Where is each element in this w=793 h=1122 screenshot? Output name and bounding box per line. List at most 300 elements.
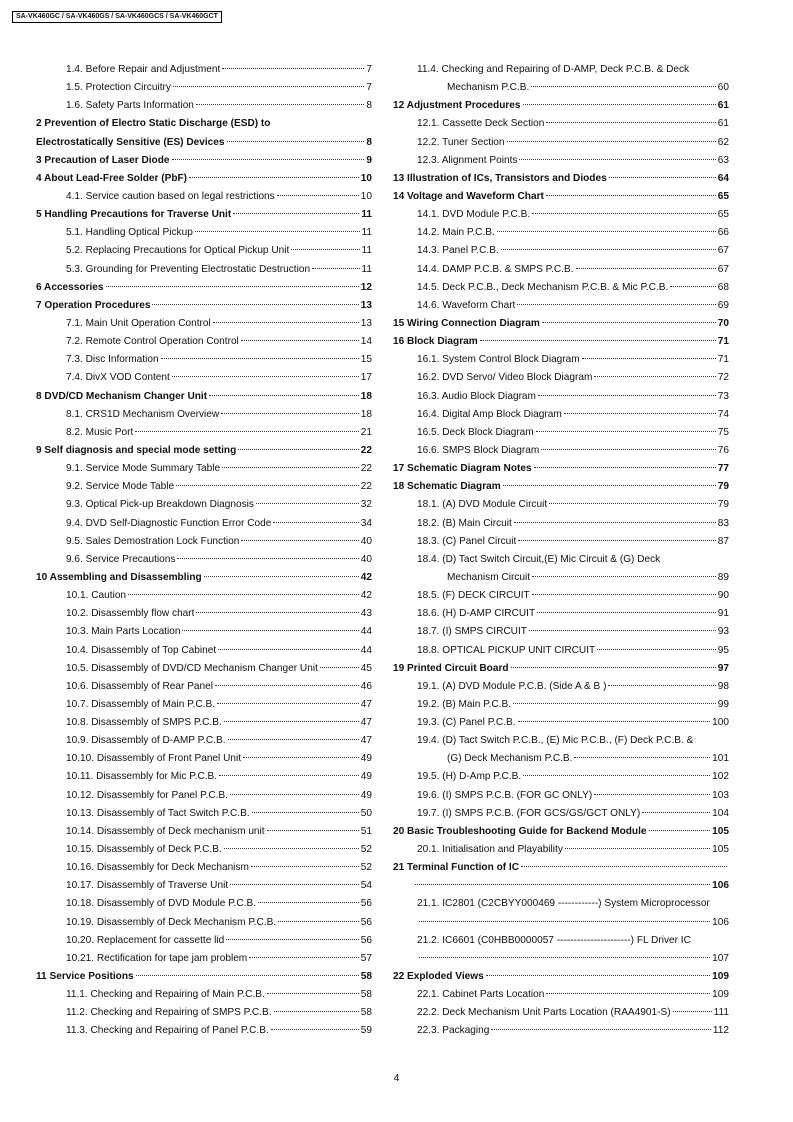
- toc-entry-page: 91: [717, 608, 729, 620]
- toc-entry-title: 16.3. Audio Block Diagram: [417, 390, 536, 402]
- toc-entry-title: 10.15. Disassembly of Deck P.C.B.: [66, 844, 222, 856]
- dot-leader: [517, 304, 715, 305]
- toc-entry[interactable]: [36, 950, 372, 968]
- dot-leader: [564, 413, 716, 414]
- toc-entry-page: 102: [712, 771, 729, 783]
- dot-leader: [419, 957, 710, 958]
- toc-entry[interactable]: [393, 297, 729, 315]
- dot-leader: [642, 812, 710, 813]
- dot-leader: [419, 921, 710, 922]
- dot-leader: [537, 612, 716, 613]
- toc-entry[interactable]: [36, 351, 372, 369]
- toc-entry-page: 10: [360, 190, 372, 202]
- toc-entry[interactable]: [393, 424, 729, 442]
- dot-leader: [538, 395, 716, 396]
- toc-entry-title: 14.6. Waveform Chart: [417, 299, 516, 311]
- toc-entry[interactable]: [36, 696, 372, 714]
- toc-entry-page: 109: [712, 971, 729, 983]
- toc-entry-title: 5.3. Grounding for Preventing Electrostatic Destruction: [66, 263, 311, 275]
- toc-entry-page: 89: [717, 571, 729, 583]
- toc-entry[interactable]: [36, 134, 372, 152]
- dot-leader: [221, 413, 359, 414]
- toc-entry-page: 95: [717, 644, 729, 656]
- toc-entry-title: 18 Schematic Diagram: [393, 481, 501, 493]
- toc-entry-title: 15 Wiring Connection Diagram: [393, 317, 540, 329]
- dot-leader: [546, 993, 710, 994]
- toc-entry[interactable]: [36, 986, 372, 1004]
- toc-entry[interactable]: [393, 261, 729, 279]
- dot-leader: [507, 141, 716, 142]
- dot-leader: [565, 848, 710, 849]
- dot-leader: [251, 866, 359, 867]
- toc-entry[interactable]: [36, 623, 372, 641]
- toc-entry[interactable]: [393, 115, 729, 133]
- toc-entry[interactable]: [393, 950, 729, 968]
- toc-entry-title: 19.6. (I) SMPS P.C.B. (FOR GC ONLY): [417, 789, 593, 801]
- toc-entry[interactable]: [36, 678, 372, 696]
- toc-entry-page: 65: [717, 209, 729, 221]
- toc-entry-title: 22.3. Packaging: [417, 1025, 490, 1037]
- toc-entry-title: 1.5. Protection Circuitry: [66, 82, 171, 94]
- toc-entry-title: 22.1. Cabinet Parts Location: [417, 989, 545, 1001]
- toc-entry-page: 87: [717, 535, 729, 547]
- dot-leader: [224, 848, 359, 849]
- toc-entry-title: 5 Handling Precautions for Traverse Unit: [36, 209, 232, 221]
- toc-entry-title: 12 Adjustment Procedures: [393, 100, 521, 112]
- toc-entry[interactable]: [36, 805, 372, 823]
- toc-entry[interactable]: [36, 442, 372, 460]
- toc-entry[interactable]: [36, 97, 372, 115]
- toc-entry[interactable]: [393, 315, 729, 333]
- dot-leader: [497, 231, 716, 232]
- toc-entry[interactable]: [393, 714, 729, 732]
- toc-entry-title: 7.4. DivX VOD Content: [66, 372, 170, 384]
- toc-entry[interactable]: [393, 460, 729, 478]
- toc-entry-title: 9.4. DVD Self-Diagnostic Function Error Code: [66, 517, 272, 529]
- dot-leader: [243, 757, 359, 758]
- toc-entry-page: 112: [712, 1025, 729, 1037]
- toc-entry[interactable]: [36, 515, 372, 533]
- toc-entry-page: 44: [360, 626, 372, 638]
- toc-entry[interactable]: [393, 369, 729, 387]
- toc-entry-page: 7: [366, 82, 372, 94]
- toc-entry[interactable]: [393, 678, 729, 696]
- toc-entry[interactable]: [393, 388, 729, 406]
- toc-right-column: [393, 61, 729, 1041]
- toc-entry[interactable]: [393, 533, 729, 551]
- dot-leader: [219, 775, 359, 776]
- toc-entry-title: 17 Schematic Diagram Notes: [393, 463, 532, 475]
- toc-entry[interactable]: [36, 369, 372, 387]
- toc-entry-page: 42: [360, 571, 372, 583]
- toc-entry-page: 105: [712, 844, 729, 856]
- toc-entry[interactable]: [393, 623, 729, 641]
- toc-entry-title: 9.2. Service Mode Table: [66, 481, 175, 493]
- toc-entry[interactable]: [36, 424, 372, 442]
- toc-entry-title: 18.3. (C) Panel Circuit: [417, 535, 517, 547]
- toc-entry-title: 10.3. Main Parts Location: [66, 626, 181, 638]
- dot-leader: [222, 68, 364, 69]
- toc-entry-title: 21 Terminal Function of IC: [393, 862, 519, 874]
- toc-entry-title: 9.1. Service Mode Summary Table: [66, 463, 221, 475]
- toc-entry-page: 56: [360, 898, 372, 910]
- toc-entry-page: 11: [361, 209, 372, 221]
- toc-entry[interactable]: [36, 1004, 372, 1022]
- toc-entry-title: 10 Assembling and Disassembling: [36, 571, 202, 583]
- toc-entry-page: 61: [717, 118, 729, 130]
- toc-entry-page: 61: [717, 100, 729, 112]
- toc-entry-title: 18.8. OPTICAL PICKUP UNIT CIRCUIT: [417, 644, 596, 656]
- toc-entry-title: 16.2. DVD Servo/ Video Block Diagram: [417, 372, 593, 384]
- dot-leader: [291, 249, 359, 250]
- toc-entry-title: 12.3. Alignment Points: [417, 154, 518, 166]
- toc-entry[interactable]: [36, 152, 372, 170]
- toc-entry-page: 47: [360, 735, 372, 747]
- toc-entry[interactable]: [36, 895, 372, 913]
- toc-entry[interactable]: [393, 914, 729, 932]
- dot-leader: [204, 576, 359, 577]
- toc-entry[interactable]: [36, 768, 372, 786]
- toc-entry-page: 66: [717, 227, 729, 239]
- dot-leader: [215, 685, 359, 686]
- toc-entry[interactable]: [36, 496, 372, 514]
- toc-entry[interactable]: [36, 877, 372, 895]
- toc-entry-page: 50: [360, 807, 372, 819]
- toc-entry[interactable]: [393, 605, 729, 623]
- toc-entry[interactable]: [393, 551, 729, 569]
- toc-entry[interactable]: [393, 968, 729, 986]
- toc-entry-page: 7: [366, 64, 372, 75]
- toc-entry[interactable]: [393, 768, 729, 786]
- toc-entry[interactable]: [36, 79, 372, 97]
- toc-entry-title: Mechanism P.C.B.: [447, 82, 530, 94]
- toc-entry[interactable]: [393, 61, 729, 79]
- toc-entry[interactable]: [36, 188, 372, 206]
- toc-entry[interactable]: [393, 188, 729, 206]
- dot-leader: [649, 830, 711, 831]
- dot-leader: [523, 775, 710, 776]
- dot-leader: [670, 286, 715, 287]
- toc-entry-page: 18: [360, 408, 372, 420]
- toc-entry[interactable]: [393, 587, 729, 605]
- dot-leader: [249, 957, 359, 958]
- toc-entry[interactable]: [36, 333, 372, 351]
- toc-entry[interactable]: [36, 61, 372, 79]
- toc-entry-title: 20.1. Initialisation and Playability: [417, 844, 563, 856]
- toc-entry-title: 13 Illustration of ICs, Transistors and Diodes: [393, 172, 607, 184]
- toc-entry[interactable]: [36, 932, 372, 950]
- dot-leader: [172, 159, 365, 160]
- toc-entry-page: 34: [360, 517, 372, 529]
- toc-entry[interactable]: [36, 605, 372, 623]
- toc-entry[interactable]: [393, 134, 729, 152]
- dot-leader: [241, 340, 359, 341]
- dot-leader: [312, 268, 359, 269]
- toc-entry[interactable]: [393, 895, 729, 913]
- toc-entry-title: 10.9. Disassembly of D-AMP P.C.B.: [66, 735, 226, 747]
- toc-entry[interactable]: [393, 97, 729, 115]
- toc-entry-title: 10.13. Disassembly of Tact Switch P.C.B.: [66, 807, 250, 819]
- toc-entry-title: 16 Block Diagram: [393, 336, 478, 348]
- toc-entry[interactable]: [393, 787, 729, 805]
- toc-entry-title: 21.1. IC2801 (C2CBYY000469 ------------) System Microprocessor: [417, 898, 710, 910]
- toc-entry[interactable]: [36, 823, 372, 841]
- toc-entry-page: 43: [360, 608, 372, 620]
- toc-entry-page: 49: [360, 753, 372, 765]
- dot-leader: [227, 141, 365, 142]
- toc-entry[interactable]: [36, 115, 372, 133]
- toc-entry-title: 14.2. Main P.C.B.: [417, 227, 495, 239]
- toc-entry-page: 57: [360, 952, 372, 964]
- toc-entry[interactable]: [393, 732, 729, 750]
- toc-entry-page: 40: [360, 535, 372, 547]
- toc-entry[interactable]: [393, 515, 729, 533]
- dot-leader: [597, 649, 716, 650]
- toc-entry[interactable]: [36, 478, 372, 496]
- dot-leader: [491, 1029, 711, 1030]
- toc-entry[interactable]: [393, 206, 729, 224]
- toc-entry[interactable]: [393, 406, 729, 424]
- toc-entry[interactable]: [36, 224, 372, 242]
- toc-entry[interactable]: [393, 696, 729, 714]
- dot-leader: [224, 721, 359, 722]
- dot-leader: [230, 794, 359, 795]
- toc-entry-title: 10.12. Disassembly for Panel P.C.B.: [66, 789, 228, 801]
- toc-entry-title: 10.6. Disassembly of Rear Panel: [66, 680, 213, 692]
- toc-entry[interactable]: [36, 1022, 372, 1040]
- toc-entry[interactable]: [36, 406, 372, 424]
- dot-leader: [273, 522, 358, 523]
- toc-entry-page: 22: [360, 463, 372, 475]
- toc-entry-page: 79: [717, 499, 729, 511]
- dot-leader: [238, 449, 359, 450]
- toc-entry[interactable]: [36, 642, 372, 660]
- dot-leader: [256, 503, 359, 504]
- toc-entry[interactable]: [36, 242, 372, 260]
- dot-leader: [152, 304, 358, 305]
- toc-entry[interactable]: [393, 224, 729, 242]
- model-header: SA-VK460GC / SA-VK460GS / SA-VK460GCS / SA-VK460GCT: [12, 11, 222, 23]
- dot-leader: [534, 467, 716, 468]
- dot-leader: [532, 576, 716, 577]
- toc-entry-title: 10.21. Rectification for tape jam problem: [66, 952, 248, 964]
- toc-entry-page: 18: [360, 390, 372, 402]
- toc-entry-page: 98: [717, 680, 729, 692]
- toc-entry-title: 22.2. Deck Mechanism Unit Parts Location (RAA4901-S): [417, 1007, 671, 1019]
- toc-entry-page: 49: [360, 789, 372, 801]
- toc-entry-title: 6 Accessories: [36, 281, 104, 293]
- toc-entry-page: 76: [717, 444, 729, 456]
- dot-leader: [209, 395, 359, 396]
- toc-entry-page: 107: [712, 952, 729, 964]
- toc-entry-title: 10.10. Disassembly of Front Panel Unit: [66, 753, 242, 765]
- toc-entry-page: 42: [360, 590, 372, 602]
- toc-entry-title: 10.18. Disassembly of DVD Module P.C.B.: [66, 898, 256, 910]
- toc-entry-page: 22: [360, 444, 372, 456]
- dot-leader: [271, 1029, 359, 1030]
- dot-leader: [519, 159, 715, 160]
- toc-entry-page: 70: [717, 317, 729, 329]
- toc-entry-page: 59: [360, 1025, 372, 1037]
- toc-entry-page: 67: [717, 263, 729, 275]
- toc-entry-page: 62: [717, 136, 729, 148]
- toc-entry-page: 46: [360, 680, 372, 692]
- toc-entry[interactable]: [36, 170, 372, 188]
- toc-entry-page: 93: [717, 626, 729, 638]
- toc-entry[interactable]: [36, 533, 372, 551]
- toc-entry[interactable]: [36, 732, 372, 750]
- toc-entry[interactable]: [36, 968, 372, 986]
- toc-entry[interactable]: [393, 642, 729, 660]
- dot-leader: [518, 721, 711, 722]
- dot-leader: [195, 231, 360, 232]
- dot-leader: [531, 86, 715, 87]
- toc-entry[interactable]: [393, 478, 729, 496]
- toc-entry[interactable]: [393, 932, 729, 950]
- toc-entry-title: 8.1. CRS1D Mechanism Overview: [66, 408, 220, 420]
- toc-entry-page: 63: [717, 154, 729, 166]
- toc-entry[interactable]: [393, 569, 729, 587]
- dot-leader: [546, 195, 716, 196]
- toc-entry[interactable]: [36, 551, 372, 569]
- dot-leader: [196, 104, 364, 105]
- toc-entry[interactable]: [36, 841, 372, 859]
- dot-leader: [549, 503, 716, 504]
- toc-entry-title: 14.3. Panel P.C.B.: [417, 245, 499, 257]
- dot-leader: [228, 739, 359, 740]
- toc-entry-page: 49: [360, 771, 372, 783]
- dot-leader: [267, 993, 359, 994]
- toc-entry-page: 32: [360, 499, 372, 511]
- toc-entry-title: 18.1. (A) DVD Module Circuit: [417, 499, 548, 511]
- dot-leader: [542, 322, 716, 323]
- toc-entry-title: 7.1. Main Unit Operation Control: [66, 317, 211, 329]
- dot-leader: [320, 667, 359, 668]
- toc-entry[interactable]: [393, 152, 729, 170]
- dot-leader: [536, 431, 716, 432]
- toc-entry-title: Mechanism Circuit: [447, 571, 531, 583]
- toc-entry[interactable]: [393, 805, 729, 823]
- toc-entry[interactable]: [393, 79, 729, 97]
- toc-entry-page: 65: [717, 190, 729, 202]
- dot-leader: [277, 195, 359, 196]
- dot-leader: [501, 249, 716, 250]
- toc-entry-page: 97: [717, 662, 729, 674]
- toc-entry-page: 100: [712, 717, 729, 729]
- toc-entry-page: 71: [717, 336, 729, 348]
- dot-leader: [513, 703, 716, 704]
- toc-entry[interactable]: [393, 859, 729, 877]
- toc-entry-title: 10.7. Disassembly of Main P.C.B.: [66, 698, 216, 710]
- dot-leader: [106, 286, 359, 287]
- dot-leader: [608, 685, 715, 686]
- toc-entry-title: 10.14. Disassembly of Deck mechanism unit: [66, 825, 265, 837]
- toc-entry-page: 51: [360, 825, 372, 837]
- toc-entry[interactable]: [36, 388, 372, 406]
- toc-entry[interactable]: [393, 841, 729, 859]
- toc-entry[interactable]: [36, 660, 372, 678]
- toc-entry-page: 72: [717, 372, 729, 384]
- toc-entry[interactable]: [393, 279, 729, 297]
- toc-entry[interactable]: [36, 787, 372, 805]
- toc-entry[interactable]: [393, 750, 729, 768]
- toc-entry-title: 19.3. (C) Panel P.C.B.: [417, 717, 516, 729]
- toc-entry-title: 14 Voltage and Waveform Chart: [393, 190, 544, 202]
- dot-leader: [135, 431, 358, 432]
- toc-entry[interactable]: [393, 351, 729, 369]
- dot-leader: [415, 884, 710, 885]
- dot-leader: [594, 376, 715, 377]
- toc-entry[interactable]: [393, 823, 729, 841]
- toc-entry-page: 13: [360, 317, 372, 329]
- toc-entry[interactable]: [36, 914, 372, 932]
- toc-entry[interactable]: [36, 859, 372, 877]
- toc-entry-title: 19.4. (D) Tact Switch P.C.B., (E) Mic P.C.B., (F) Deck P.C.B. &: [417, 735, 694, 747]
- toc-entry[interactable]: [393, 242, 729, 260]
- toc-entry[interactable]: [36, 297, 372, 315]
- dot-leader: [173, 86, 364, 87]
- toc-entry[interactable]: [393, 660, 729, 678]
- dot-leader: [523, 104, 716, 105]
- toc-entry[interactable]: [36, 714, 372, 732]
- toc-entry[interactable]: [393, 877, 729, 895]
- dot-leader: [576, 268, 716, 269]
- toc-entry-title: 10.11. Disassembly for Mic P.C.B.: [66, 771, 218, 783]
- toc-entry[interactable]: [36, 750, 372, 768]
- toc-entry[interactable]: [393, 170, 729, 188]
- toc-entry-title: 7 Operation Procedures: [36, 299, 151, 311]
- toc-entry-page: 11: [361, 227, 372, 239]
- toc-entry-title: 10.2. Disassembly flow chart: [66, 608, 195, 620]
- toc-entry-page: 47: [360, 698, 372, 710]
- toc-entry-title: 22 Exploded Views: [393, 971, 484, 983]
- dot-leader: [574, 757, 710, 758]
- toc-entry[interactable]: [393, 1022, 729, 1040]
- dot-leader: [128, 594, 359, 595]
- toc-entry[interactable]: [36, 587, 372, 605]
- toc-entry[interactable]: [36, 261, 372, 279]
- toc-entry[interactable]: [393, 496, 729, 514]
- toc-entry-page: 52: [360, 862, 372, 874]
- dot-leader: [241, 540, 358, 541]
- toc-entry[interactable]: [393, 442, 729, 460]
- toc-entry[interactable]: [36, 569, 372, 587]
- toc-entry-page: 58: [360, 971, 372, 983]
- toc-entry[interactable]: [36, 315, 372, 333]
- dot-leader: [136, 975, 359, 976]
- dot-leader: [161, 358, 359, 359]
- toc-entry-title: 19 Printed Circuit Board: [393, 662, 509, 674]
- toc-entry-title: 10.19. Disassembly of Deck Mechanism P.C.B.: [66, 916, 277, 928]
- toc-entry-page: 54: [360, 880, 372, 892]
- toc-entry[interactable]: [36, 279, 372, 297]
- toc-entry-title: 16.1. System Control Block Diagram: [417, 354, 580, 366]
- toc-entry-page: 64: [717, 172, 729, 184]
- toc-entry[interactable]: [393, 333, 729, 351]
- toc-entry[interactable]: [36, 460, 372, 478]
- toc-entry-page: 69: [717, 299, 729, 311]
- toc-entry-page: 68: [717, 281, 729, 293]
- toc-entry-page: 17: [360, 372, 372, 384]
- toc-entry[interactable]: [36, 206, 372, 224]
- toc-entry-title: 9 Self diagnosis and special mode setting: [36, 444, 237, 456]
- toc-entry-title: 18.4. (D) Tact Switch Circuit,(E) Mic Circuit & (G) Deck: [417, 553, 661, 565]
- dot-leader: [278, 921, 359, 922]
- toc-entry[interactable]: [393, 986, 729, 1004]
- toc-entry[interactable]: [393, 1004, 729, 1022]
- toc-left-column: [36, 61, 372, 1041]
- toc-entry-title: 1.4. Before Repair and Adjustment: [66, 64, 221, 75]
